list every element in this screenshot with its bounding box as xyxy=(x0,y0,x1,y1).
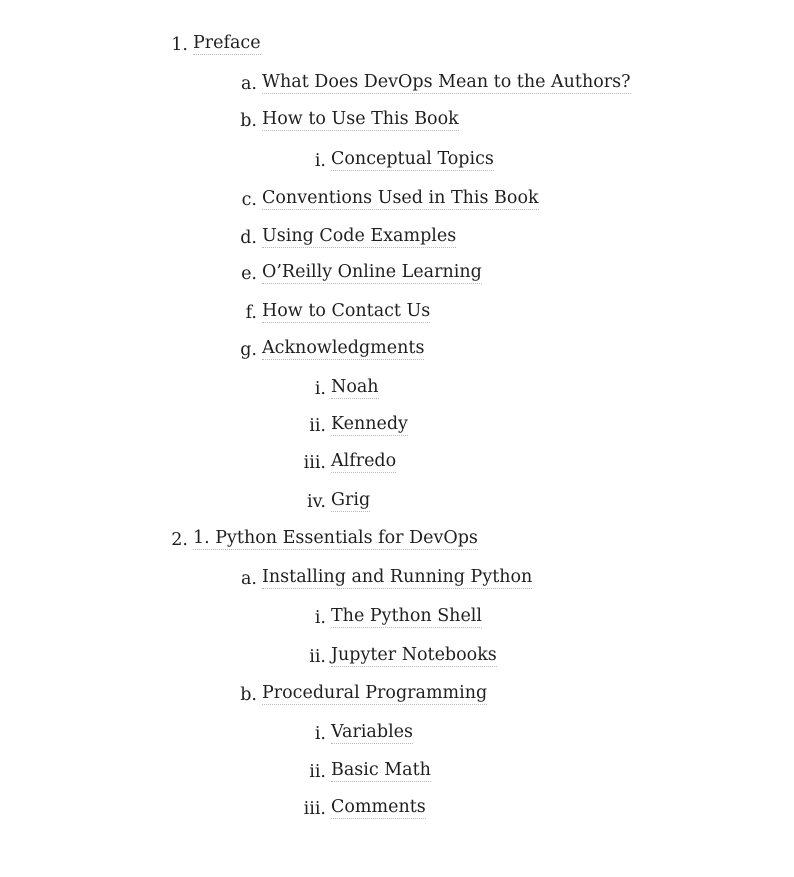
toc-marker: b. xyxy=(240,111,257,131)
toc-link[interactable]: Conceptual Topics xyxy=(331,149,494,169)
toc-marker: ii. xyxy=(309,416,326,436)
toc-link[interactable]: Noah xyxy=(331,377,379,397)
toc-marker: 2. xyxy=(171,530,188,550)
toc-link[interactable]: Variables xyxy=(331,722,413,742)
toc-marker: ii. xyxy=(309,647,326,667)
toc-entry xyxy=(0,337,794,363)
toc-entry xyxy=(0,71,794,97)
toc-link[interactable]: Basic Math xyxy=(331,760,431,780)
toc-marker: i. xyxy=(314,379,326,399)
toc-entry xyxy=(0,566,794,592)
toc-marker: iv. xyxy=(307,492,326,512)
toc-marker: iii. xyxy=(303,453,326,473)
toc-marker: c. xyxy=(241,190,257,210)
toc-entry xyxy=(0,759,794,785)
toc-link[interactable]: Preface xyxy=(193,33,261,53)
toc-marker: 1. xyxy=(171,35,188,55)
toc-entry xyxy=(0,225,794,251)
toc-link[interactable]: Grig xyxy=(331,490,371,510)
toc-entry xyxy=(0,413,794,439)
toc-marker: e. xyxy=(241,264,257,284)
toc-marker: a. xyxy=(241,74,257,94)
toc-entry xyxy=(0,721,794,747)
toc-marker: b. xyxy=(240,685,257,705)
toc-entry xyxy=(0,489,794,515)
toc-link[interactable]: O’Reilly Online Learning xyxy=(262,262,482,282)
toc-marker: g. xyxy=(240,340,257,360)
toc-link[interactable]: Procedural Programming xyxy=(262,683,488,703)
toc-entry xyxy=(0,108,794,134)
toc-marker: i. xyxy=(314,151,326,171)
toc-link[interactable]: Kennedy xyxy=(331,414,408,434)
toc-link[interactable]: How to Use This Book xyxy=(262,109,459,129)
toc-marker: iii. xyxy=(303,799,326,819)
toc-link[interactable]: Installing and Running Python xyxy=(262,567,533,587)
toc-entry xyxy=(0,605,794,631)
toc-entry xyxy=(0,32,794,58)
toc-entry xyxy=(0,682,794,708)
toc-link[interactable]: Conventions Used in This Book xyxy=(262,188,539,208)
toc-marker: f. xyxy=(245,303,257,323)
toc-marker: i. xyxy=(314,608,326,628)
toc-entry xyxy=(0,376,794,402)
toc-marker: a. xyxy=(241,569,257,589)
toc-link[interactable]: Comments xyxy=(331,797,426,817)
toc-link[interactable]: How to Contact Us xyxy=(262,301,431,321)
toc-link[interactable]: Alfredo xyxy=(331,451,397,471)
toc-marker: d. xyxy=(240,228,257,248)
toc-marker: ii. xyxy=(309,762,326,782)
toc-marker: i. xyxy=(314,724,326,744)
toc-link[interactable]: The Python Shell xyxy=(331,606,483,626)
toc-entry xyxy=(0,187,794,213)
toc-link[interactable]: Jupyter Notebooks xyxy=(331,645,497,665)
toc-entry xyxy=(0,450,794,476)
toc-entry xyxy=(0,261,794,287)
toc-entry xyxy=(0,644,794,670)
toc-link[interactable]: What Does DevOps Mean to the Authors? xyxy=(262,72,631,92)
toc-link[interactable]: Acknowledgments xyxy=(262,338,425,358)
toc-entry xyxy=(0,796,794,822)
toc-entry xyxy=(0,300,794,326)
toc-link[interactable]: 1. Python Essentials for DevOps xyxy=(193,528,478,548)
toc-link[interactable]: Using Code Examples xyxy=(262,226,457,246)
toc-entry xyxy=(0,527,794,553)
toc-entry xyxy=(0,148,794,174)
